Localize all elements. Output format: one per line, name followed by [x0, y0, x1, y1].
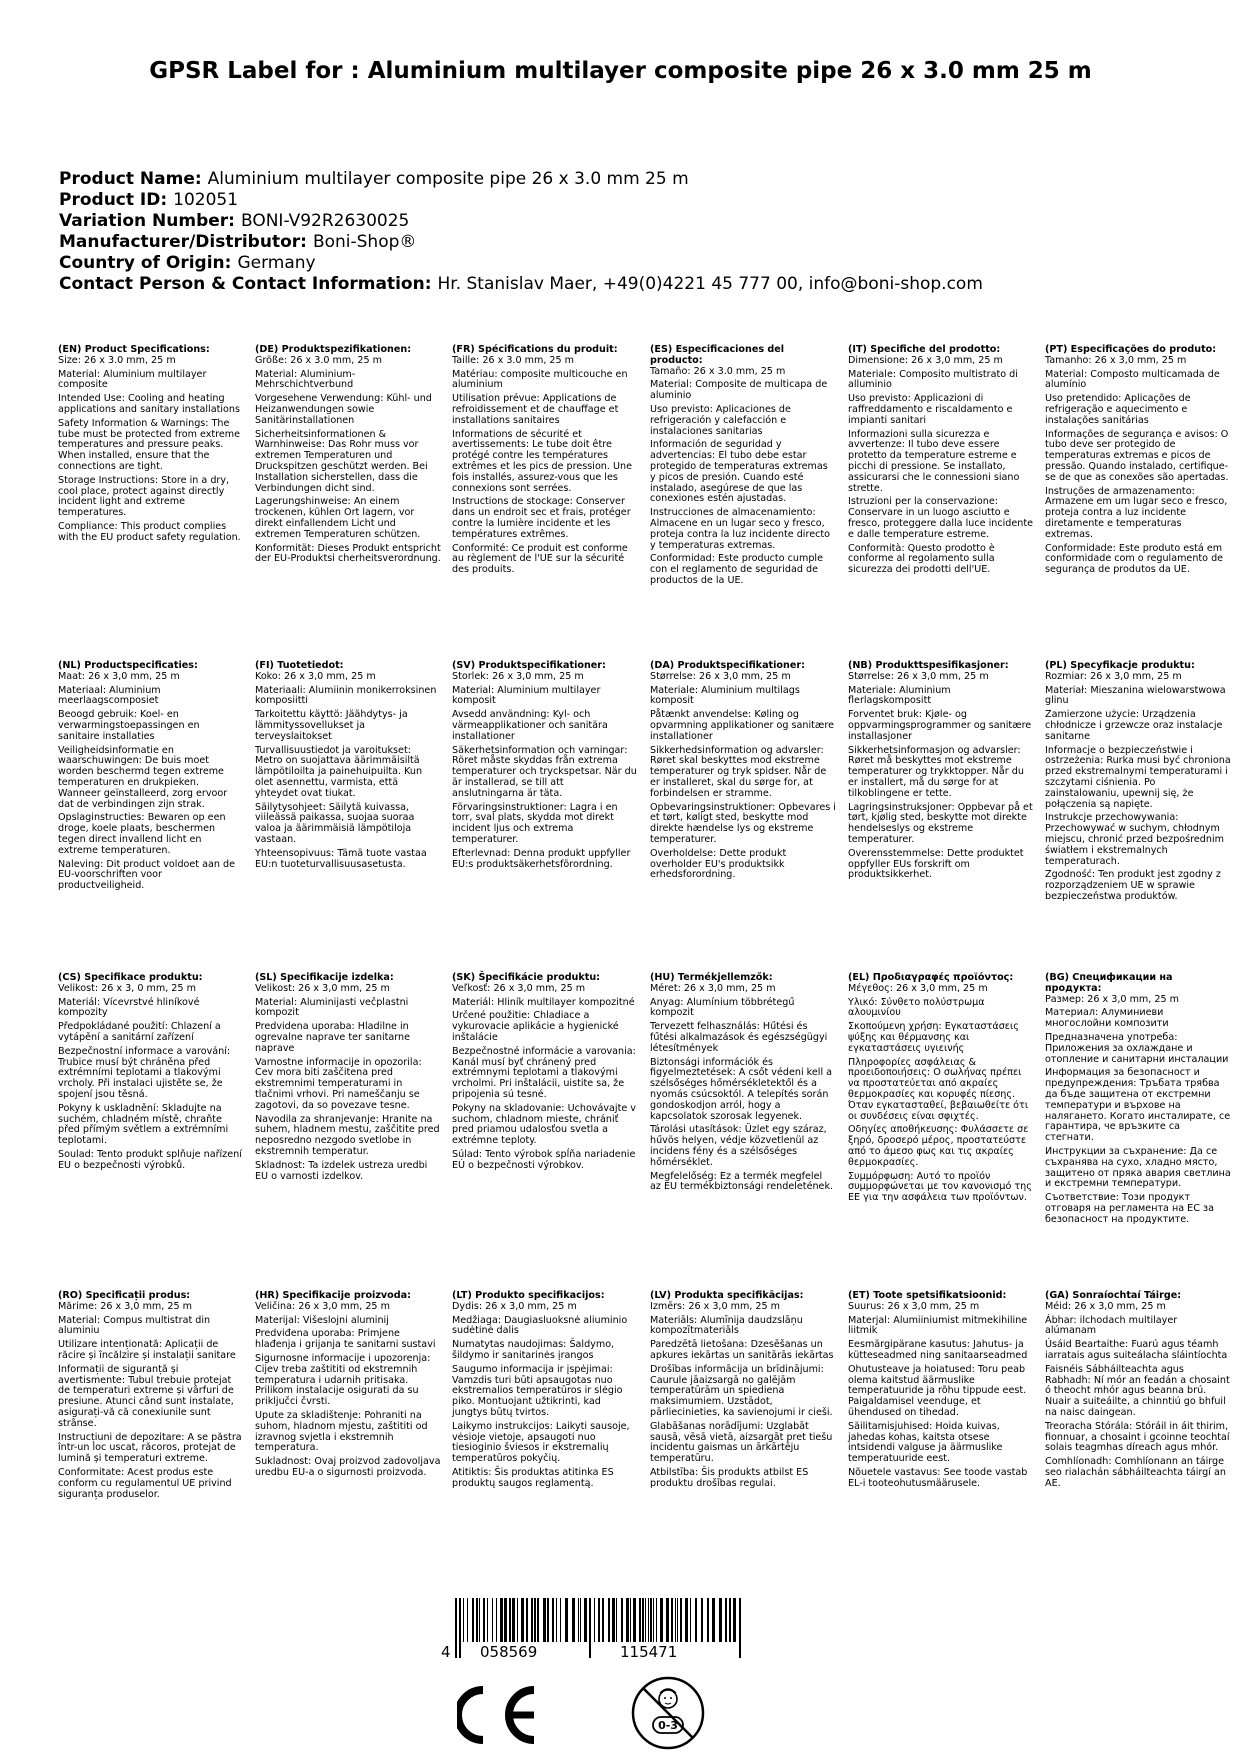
spec-line: Conformité: Ce produit est conforme au règlement de l'UE sur la sécurité des produits.: [452, 542, 628, 576]
barcode-bar: [633, 1598, 636, 1642]
spec-heading: (NB) Produkttspesifikasjoner:: [848, 660, 1009, 671]
barcode-bar: [534, 1598, 536, 1642]
spec-line: Materiál: Vícevrstvé hliníkové kompozity: [58, 996, 200, 1019]
spec-heading: (CS) Specifikace produktu:: [58, 972, 203, 983]
spec-line: Atitiktis: Šis produktas atitinka ES produktų saugos reglamentą.: [452, 1466, 614, 1489]
barcode-bar: [719, 1598, 722, 1642]
spec-line: Información de seguridad y advertencias: El tubo debe estar protegido de temperaturas extremas y picos de presión. Cuando esté instalado, asegúrese de que las conexiones estén ajustadas.: [650, 439, 828, 505]
spec-line: Overholdelse: Dette produkt overholder EU's produktsikk erhedsforordning.: [650, 847, 787, 881]
barcode-bar: [733, 1598, 736, 1642]
spec-line: Biztonsági információk és figyelmeztetések: A csőt védeni kell a szélsőséges hőmérsékletektől és a nyomás csúcsoktól. A telepítés során gondoskodjon arról, hogy a kapcsolatok szorosak legyenek.: [650, 1056, 833, 1122]
spec-line: Numatytas naudojimas: Šaldymo, šildymo ir sanitarinės įrangos: [452, 1339, 615, 1361]
spec-heading: (EN) Product Specifications:: [58, 344, 210, 355]
spec-line: Predvidena uporaba: Hladilne in ogrevalne naprave ter sanitarne naprave: [255, 1021, 411, 1054]
spec-heading: (HR) Specifikacije proizvoda:: [255, 1290, 411, 1301]
spec-line: Istruzioni per la conservazione: Conservare in un luogo asciutto e fresco, proteggere dalla luce incidente e dalle temperature estreme.: [848, 496, 1034, 540]
barcode-bar: [598, 1598, 600, 1642]
product-info: [59, 169, 983, 295]
barcode-bar: [639, 1598, 641, 1642]
barcode-bar: [690, 1598, 691, 1642]
country-of-origin-value: Germany: [237, 253, 316, 273]
spec-line: Matériau: composite multicouche en aluminium: [452, 368, 628, 391]
spec-line: Zgodność: Ten produkt jest zgodny z rozporządzeniem UE w sprawie bezpieczeństwa produktów.: [1045, 869, 1221, 902]
barcode-bar: [492, 1598, 493, 1642]
contact-value: Hr. Stanislav Maer, +49(0)4221 45 777 00, info@boni-shop.com: [437, 274, 983, 294]
spec-line: Sikkerhetsinformasjon og advarsler: Røret må beskyttes mot ekstreme temperaturer og trykktopper. Når du er installert, må du sørge for at tilkoblingene er tette.: [848, 744, 1024, 799]
spec-block: [452, 1291, 638, 1493]
barcode-bar: [616, 1598, 617, 1642]
spec-line: Informații de siguranță și avertismente: Tubul trebuie protejat de temperaturi extreme și vârfuri de presiune. Atunci când sunt instalate, asigurați-vă că conexiunile sunt strânse.: [58, 1363, 234, 1429]
spec-line: Uso previsto: Applicazioni di raffreddamento e riscaldamento e impianti sanitari: [848, 393, 1013, 426]
spec-line: Materijal: Višeslojni aluminij: [255, 1314, 389, 1326]
spec-heading: (LT) Produkto specifikacijos:: [452, 1290, 605, 1301]
spec-block: [58, 973, 244, 1175]
barcode-bar: [675, 1598, 676, 1642]
spec-line: Tamaño: 26 x 3.0 mm, 25 m: [650, 365, 786, 377]
spec-line: Eesmärgipärane kasutus: Jahutus- ja kütteseadmed ning sanitaarseadmed: [848, 1339, 1028, 1361]
spec-line: Lagerungshinweise: An einem trockenen, kühlen Ort lagern, vor direkt einfallendem Licht und extremen Temperaturen schützen.: [255, 496, 421, 540]
spec-line: Materiāls: Alumīnija daudzslāņu kompozītmateriāls: [650, 1314, 803, 1337]
spec-block: [452, 345, 638, 579]
spec-line: Saugumo informacija ir įspėjimai: Vamzdis turi būti apsaugotas nuo ekstremalios temperatūros ir slėgio piko. Montuojant užtikrinti, kad jungtys būtų tvirtos.: [452, 1363, 623, 1418]
barcode-bar: [642, 1598, 644, 1642]
barcode-bar: [552, 1598, 554, 1642]
spec-line: Säilytysohjeet: Säilytä kuivassa, viileässä paikassa, suojaa suoraa valoa ja äärimmäisiä lämpötiloja vastaan.: [255, 801, 415, 845]
spec-line: Materiale: Aluminium flerlagskompositt: [848, 684, 951, 707]
barcode-bar: [509, 1598, 511, 1642]
spec-line: Material: Compus multistrat din aluminiu: [58, 1314, 211, 1337]
spec-line: Bezpečnostné informácie a varovania: Kanál musí byť chránený pred extrémnymi teplotami a tlakovými vrcholmi. Pri inštalácii, uistite sa, že pripojenia sú tesné.: [452, 1045, 636, 1100]
barcode-bar: [496, 1598, 497, 1642]
spec-line: Conformidade: Este produto está em conformidade com o regulamento de segurança de produtos da UE.: [1045, 542, 1224, 576]
barcode-bar: [666, 1598, 669, 1642]
spec-line: Comhlíonadh: Comhlíonann an táirge seo rialachán sábháilteachta táirgí an AE.: [1045, 1456, 1226, 1489]
spec-line: Varnostne informacije in opozorila: Cev mora biti zaščitena pred ekstremnimi temperaturami in tlačnimi vrhovi. Pri nameščanju se zagotovi, da so povezave tesne.: [255, 1056, 422, 1111]
spec-block: [848, 661, 1034, 884]
spec-line: Materiaal: Aluminium meerlaagscomposiet: [58, 684, 161, 707]
spec-line: Compliance: This product complies with the EU product safety regulation.: [58, 520, 241, 543]
spec-line: Súlad: Tento výrobok spĺňa nariadenie EÚ o bezpečnosti výrobkov.: [452, 1148, 636, 1171]
spec-line: Předpokládané použití: Chlazení a vytápění a sanitární zařízení: [58, 1021, 221, 1043]
spec-block: [650, 973, 836, 1196]
spec-block: [58, 661, 244, 895]
barcode-bar: [677, 1598, 678, 1642]
spec-line: Informations de sécurité et avertissements: Le tube doit être protégé contre les températures extrêmes et les pics de pression. Une fois installés, assurez-vous que les connexions sont serrées.: [452, 428, 632, 494]
spec-line: Treoracha Stórála: Stóráil in áit thirim, fionnuar, a chosaint i gcoinne teochtaí solais teagmhas díreach agus mhór.: [1045, 1420, 1230, 1454]
spec-line: Instrukcje przechowywania: Przechowywać w suchym, chłodnym miejscu, chronić przed bezpośrednim światłem i ekstremalnych temperaturach.: [1045, 812, 1224, 867]
barcode-bar: [547, 1598, 549, 1642]
spec-line: Conformitate: Acest produs este conform cu regulamentul UE privind siguranța produselor.: [58, 1466, 232, 1500]
spec-line: Size: 26 x 3.0 mm, 25 m: [58, 354, 176, 366]
barcode-bar: [512, 1598, 515, 1642]
not-for-children-0-3-icon: [630, 1675, 706, 1751]
barcode-digit-first: 4: [441, 1643, 451, 1661]
spec-line: Material: Aluminium multilayer composite: [58, 368, 207, 391]
barcode-bar: [729, 1598, 731, 1642]
spec-line: Sicherheitsinformationen & Warnhinweise: Das Rohr muss vor extremen Temperaturen und Druckspitzen geschützt werden. Bei Installation sicherstellen, dass die Verbindungen dicht sind.: [255, 428, 428, 494]
spec-line: Skladnost: Ta izdelek ustreza uredbi EU o varnosti izdelkov.: [255, 1159, 428, 1182]
spec-heading: (SV) Produktspecifikationer:: [452, 660, 606, 671]
spec-line: Μέγεθος: 26 x 3,0 mm, 25 m: [848, 982, 988, 994]
page-title: GPSR Label for : Aluminium multilayer composite pipe 26 x 3.0 mm 25 m: [149, 58, 1092, 84]
spec-line: Overensstemmelse: Dette produktet oppfyller EUs forskrift om produktsikkerhet.: [848, 847, 1024, 881]
barcode-bar: [707, 1598, 709, 1642]
spec-line: Conformità: Questo prodotto è conforme al regolamento sulla sicurezza dei prodotti dell'UE.: [848, 542, 995, 576]
spec-heading: (PT) Especificações do produto:: [1045, 344, 1217, 355]
spec-heading: (HU) Termékjellemzők:: [650, 972, 773, 983]
spec-line: Påtænkt anvendelse: Køling og opvarmning applikationer og sanitære installationer: [650, 709, 834, 742]
spec-line: Navodila za shranjevanje: Hranite na suhem, hladnem mestu, zaščitite pred neposredno nezgodo svetlobe in ekstremnih temperatur.: [255, 1113, 440, 1157]
age-label: 0-3: [658, 1719, 678, 1732]
barcode-bar: [645, 1598, 646, 1642]
manufacturer-value: Boni-Shop®: [312, 232, 417, 252]
spec-line: Pokyny k uskladnění: Skladujte na suchém, chladném místě, chraňte před přímým světlem a extrémními teplotami.: [58, 1102, 229, 1147]
barcode-bar: [608, 1598, 610, 1642]
variation-number-row: [59, 211, 983, 232]
spec-line: Lagringsinstruksjoner: Oppbevar på et tørt, kjølig sted, beskytte mot direkte hendelseslys og ekstreme temperaturer.: [848, 801, 1033, 845]
spec-line: Säkerhetsinformation och varningar: Röret måste skyddas från extrema temperaturer och tryckspetsar. När du är installerad, se till att anslutningarna är täta.: [452, 744, 637, 799]
spec-line: Velikost: 26 x 3, 0 mm, 25 m: [58, 982, 196, 994]
barcode-bar: [680, 1598, 682, 1642]
spec-heading: (DA) Produktspecifikationer:: [650, 660, 805, 671]
spec-heading: (ES) Especificaciones del producto:: [650, 344, 785, 366]
spec-line: Предназначена употреба: Приложения за охлаждане и отопление и санитарни инсталации: [1045, 1031, 1229, 1065]
product-id-label: Product ID:: [59, 190, 168, 210]
spec-heading: (RO) Specificații produs:: [58, 1290, 191, 1301]
barcode-bar: [565, 1598, 568, 1642]
spec-line: Инструкции за съхранение: Да се съхранява на сухо, хладно място, защитено от пряка авария светлина и екстремни температури.: [1045, 1145, 1231, 1190]
manufacturer-row: [59, 232, 983, 253]
barcode-bar: [517, 1598, 518, 1642]
spec-block: [255, 1291, 441, 1482]
spec-line: Bezpečnostní informace a varování: Trubice musí být chráněna před extrémními teplotami a tlakovými vrcholy. Při instalaci ujistěte se, že spojení jsou těsná.: [58, 1045, 231, 1100]
spec-line: Größe: 26 x 3.0 mm, 25 m: [255, 354, 382, 366]
barcode-bar: [483, 1598, 485, 1642]
spec-heading: (IT) Specifiche del prodotto:: [848, 344, 1001, 355]
spec-line: Taille: 26 x 3.0 mm, 25 m: [452, 354, 575, 366]
barcode-bar: [521, 1598, 524, 1642]
barcode-bar: [621, 1598, 623, 1642]
spec-line: Υλικό: Σύνθετο πολύστρωμα αλουμινίου: [848, 996, 985, 1019]
spec-line: Laikymo instrukcijos: Laikyti sausoje, vėsioje vietoje, apsaugoti nuo tiesioginio šviesos ir ekstremalių temperatūros pokyčių.: [452, 1420, 630, 1465]
spec-heading: (SL) Specifikacije izdelka:: [255, 972, 394, 983]
spec-line: Instructions de stockage: Conserver dans un endroit sec et frais, protéger contre la lumière incidente et les températures extrêmes.: [452, 496, 631, 540]
spec-line: Συμμόρφωση: Αυτό το προϊόν συμμορφώνεται με τον κανονισμό της ΕΕ για την ασφάλεια των προϊόντων.: [848, 1170, 1032, 1204]
product-name-label: Product Name:: [59, 169, 202, 189]
spec-line: Drošības informācija un brīdinājumi: Caurule jāaizsargā no galējām temperatūrām un spiediena maksimumiem. Uzstādot, pārliecinieties, ka savienojumi ir cieši.: [650, 1363, 833, 1418]
barcode-bar: [626, 1598, 629, 1642]
barcode-digit-group-2: 115471: [620, 1643, 678, 1661]
spec-block: [58, 345, 244, 547]
barcode-bar: [463, 1598, 464, 1642]
spec-heading: (FR) Spécifications du produit:: [452, 344, 618, 355]
barcode-bar: [560, 1598, 561, 1642]
spec-block: [58, 1291, 244, 1503]
country-of-origin-row: [59, 253, 983, 274]
barcode-bar: [712, 1598, 715, 1642]
spec-block: [1045, 1291, 1231, 1493]
spec-line: Instrucciones de almacenamiento: Almacene en un lugar seco y fresco, proteja contra la luz incidente directo y temperaturas extremas.: [650, 507, 831, 551]
spec-line: Rozmiar: 26 x 3,0 mm, 25 m: [1045, 670, 1182, 682]
spec-heading: (BG) Спецификации на продукта:: [1045, 972, 1173, 994]
spec-line: Uso pretendido: Aplicações de refrigeração e aquecimento e instalações sanitárias: [1045, 393, 1191, 426]
spec-line: Informazioni sulla sicurezza e avvertenze: Il tubo deve essere protetto da temperature estreme e picchi di pressione. Se installato, assicurarsi che le connessioni siano strette.: [848, 428, 1020, 494]
spec-line: Pokyny na skladovanie: Uchovávajte v suchom, chladnom mieste, chrániť pred priamou udalosťou svetla a extrémne teploty.: [452, 1102, 636, 1147]
spec-line: Instrucțiuni de depozitare: A se păstra într-un loc uscat, răcoros, protejat de lumină și temperaturi extreme.: [58, 1431, 242, 1465]
barcode-bar: [526, 1598, 528, 1642]
spec-line: Turvallisuustiedot ja varoitukset: Metro on suojattava äärimmäisiltä lämpötiloilta ja painehuipuilta. Kun olet asennettu, varmista, että yhteydet ovat tiukat.: [255, 744, 423, 799]
spec-line: Suurus: 26 x 3,0 mm, 25 m: [848, 1300, 980, 1312]
barcode-bar: [537, 1598, 539, 1642]
spec-line: Förvaringsinstruktioner: Lagra i en torr, sval plats, skydda mot direkt incident ljus och extrema temperaturer.: [452, 801, 618, 845]
barcode-bar: [531, 1598, 533, 1642]
spec-line: Utilisation prévue: Applications de refroidissement et de chauffage et installations sanitaires: [452, 393, 619, 426]
spec-line: Οδηγίες αποθήκευσης: Φυλάσσετε σε ξηρό, δροσερό μέρος, προστατεύστε από το άμεσο φως και τις ακραίες θερμοκρασίες.: [848, 1124, 1029, 1168]
spec-heading: (EL) Προδιαγραφές προϊόντος:: [848, 972, 1014, 983]
spec-block: [452, 661, 638, 873]
spec-block: [255, 973, 441, 1185]
contact-label: Contact Person & Contact Information:: [59, 274, 432, 294]
spec-line: Σκοπούμενη χρήση: Εγκαταστάσεις ψύξης και θέρμανσης και εγκαταστάσεις υγιεινής: [848, 1021, 1019, 1054]
barcode-bar: [660, 1598, 663, 1642]
barcode-bar: [479, 1598, 480, 1642]
barcode-bar: [580, 1598, 581, 1642]
spec-line: Yhteensopivuus: Tämä tuote vastaa EU:n tuoteturvallisuusasetusta.: [255, 847, 427, 870]
spec-line: Faisnéis Sábháilteachta agus Rabhadh: Ní mór an feadán a chosaint ó theocht mhór agus beanna brú. Nuair a suiteáilte, a chinntiú go bhfuil na naisc daingean.: [1045, 1363, 1230, 1418]
barcode-bar: [487, 1598, 488, 1642]
spec-line: Avsedd användning: Kyl- och värmeapplikationer och sanitära installationer: [452, 709, 608, 742]
barcode-bar: [500, 1598, 503, 1642]
spec-block: [650, 661, 836, 884]
spec-line: Forventet bruk: Kjøle- og oppvarmingsprogrammer og sanitære installasjoner: [848, 709, 1032, 742]
spec-line: Opbevaringsinstruktioner: Opbevares i et tørt, køligt sted, beskytte mod direkte hændelse lys og ekstreme temperaturer.: [650, 801, 836, 845]
spec-block: [650, 345, 836, 590]
spec-line: Materiaali: Alumiinin monikerroksinen komposiitti: [255, 684, 437, 707]
barcode-bar: [584, 1598, 587, 1642]
spec-line: Материал: Алуминиеви многослойни композити: [1045, 1007, 1169, 1030]
barcode-bar: [455, 1598, 457, 1658]
spec-line: Naleving: Dit product voldoet aan de EU-voorschriften voor productveiligheid.: [58, 858, 235, 892]
spec-line: Upute za skladištenje: Pohraniti na suhom, hladnom mjestu, zaštititi od izravnog svjetla i ekstremnih temperatura.: [255, 1409, 428, 1454]
barcode-bar: [648, 1598, 649, 1642]
spec-line: Tárolási utasítások: Üzlet egy száraz, hűvös helyen, védje közvetlenül az incidens fény és a szélsőséges hőmérséklet.: [650, 1124, 827, 1168]
barcode-bar: [602, 1598, 604, 1642]
manufacturer-label: Manufacturer/Distributor:: [59, 232, 307, 252]
spec-block: [848, 973, 1034, 1207]
spec-line: Nõuetele vastavus: See toode vastab EL-i tooteohutusmäärusele.: [848, 1466, 1028, 1489]
spec-line: Glabāšanas norādījumi: Uzglabāt sausā, vēsā vietā, aizsargāt pret tiešu incidentu gaismas un ārkārtēju temperatūru.: [650, 1420, 833, 1465]
spec-line: Storlek: 26 x 3,0 mm, 25 m: [452, 670, 584, 682]
spec-line: Vorgesehene Verwendung: Kühl- und Heizanwendungen sowie Sanitärinstallationen: [255, 393, 432, 426]
spec-heading: (PL) Specyfikacje produktu:: [1045, 660, 1195, 671]
spec-line: Soulad: Tento produkt splňuje nařízení EU o bezpečnosti výrobků.: [58, 1148, 242, 1171]
barcode-bar: [671, 1598, 673, 1642]
spec-heading: (GA) Sonraíochtaí Táirge:: [1045, 1290, 1182, 1301]
spec-line: Dimensione: 26 x 3,0 mm, 25 m: [848, 354, 1003, 366]
barcode-bar: [656, 1598, 657, 1642]
spec-line: Πληροφορίες ασφάλειας & προειδοποιήσεις: Ο σωλήνας πρέπει να προστατεύεται από ακραίες θερμοκρασίες και κορυφές πίεσης. Όταν εγκατασταθεί, βεβαιωθείτε ότι οι συνδέσεις είναι σφιχτές.: [848, 1056, 1029, 1122]
spec-heading: (DE) Produktspezifikationen:: [255, 344, 412, 355]
product-name-row: [59, 169, 983, 190]
spec-line: Conformidad: Este producto cumple con el reglamento de seguridad de productos de la UE.: [650, 553, 823, 586]
barcode-bar: [476, 1598, 478, 1642]
barcode-bar: [739, 1598, 741, 1658]
spec-line: Efterlevnad: Denna produkt uppfyller EU:s produktsäkerhetsförordning.: [452, 847, 631, 870]
spec-line: Maat: 26 x 3,0 mm, 25 m: [58, 670, 180, 682]
variation-number-value: BONI-V92R2630025: [240, 211, 410, 231]
contact-row: [59, 274, 983, 295]
spec-line: Ábhar: ilchodach multilayer alúmanam: [1045, 1314, 1178, 1337]
spec-line: Sikkerhedsinformation og advarsler: Røret skal beskyttes mod ekstreme temperaturer og tryk spidser. Når de er installeret, skal du sørge for, at forbindelsen er stramme.: [650, 744, 827, 799]
spec-line: Mărime: 26 x 3,0 mm, 25 m: [58, 1300, 192, 1312]
barcode-bar: [504, 1598, 507, 1642]
spec-block: [255, 661, 441, 873]
barcode-bar: [578, 1598, 579, 1642]
spec-line: Atbilstība: Šis produkts atbilst ES produktu drošības regulai.: [650, 1466, 809, 1489]
barcode-bar: [543, 1598, 546, 1642]
spec-line: Materjal: Alumiiniumist mitmekihiline liitmik: [848, 1314, 1028, 1337]
spec-line: Opslaginstructies: Bewaren op een droge, koele plaats, beschermen tegen direct invallend licht en extreme temperaturen.: [58, 812, 226, 856]
spec-line: Størrelse: 26 x 3,0 mm, 25 m: [848, 670, 989, 682]
barcode-bar: [695, 1598, 697, 1642]
spec-block: [848, 345, 1034, 579]
spec-block: [650, 1291, 836, 1493]
spec-line: Säilitamisjuhised: Hoida kuivas, jahedas kohas, kaitsta otsese intsidendi valguse ja äärmuslike temperatuuride eest.: [848, 1420, 1003, 1465]
spec-line: Utilizare intenționată: Aplicații de răcire și încălzire și instalații sanitare: [58, 1339, 236, 1361]
barcode-bar: [472, 1598, 474, 1642]
spec-line: Material: Aluminium multilayer komposit: [452, 684, 601, 707]
variation-number-label: Variation Number:: [59, 211, 235, 231]
spec-line: Информация за безопасност и предупреждения: Тръбата трябва да бъде защитена от екстремни температури и върхове на налягането. Когато инсталирате, се гарантира, че връзките са стегнати.: [1045, 1067, 1231, 1144]
spec-line: Beoogd gebruik: Koel- en verwarmingstoepassingen en sanitaire installaties: [58, 709, 200, 742]
spec-block: [1045, 661, 1231, 906]
spec-line: Veličina: 26 x 3,0 mm, 25 m: [255, 1300, 390, 1312]
spec-line: Úsáid Beartaithe: Fuarú agus téamh iarratais agus suiteálacha sláintíochta: [1045, 1339, 1228, 1361]
spec-line: Veľkosť: 26 x 3,0 mm, 25 m: [452, 982, 586, 994]
spec-line: Størrelse: 26 x 3,0 mm, 25 m: [650, 670, 791, 682]
spec-heading: (ET) Toote spetsifikatsioonid:: [848, 1290, 1007, 1301]
spec-line: Uso previsto: Aplicaciones de refrigeración y calefacción e instalaciones sanitarias: [650, 403, 791, 437]
spec-line: Instruções de armazenamento: Armazene em um lugar seco e fresco, proteja contra a luz incidente diretamente e temperaturas extremas.: [1045, 485, 1228, 540]
spec-block: [1045, 973, 1231, 1229]
spec-line: Material: Composite de multicapa de aluminio: [650, 379, 828, 402]
spec-line: Medžiaga: Daugiasluoksnė aliuminio sudėtinė dalis: [452, 1314, 628, 1337]
spec-line: Tamanho: 26 x 3,0 mm, 25 m: [1045, 354, 1187, 366]
spec-line: Predviđena uporaba: Primjene hlađenja i grijanja te sanitarni sustavi: [255, 1328, 436, 1351]
spec-heading: (LV) Produkta specifikācijas:: [650, 1290, 804, 1301]
spec-line: Размер: 26 x 3,0 mm, 25 m: [1045, 993, 1179, 1005]
barcode-bar: [612, 1598, 615, 1642]
spec-line: Material: Aluminijasti večplastni kompozit: [255, 996, 409, 1019]
spec-block: [255, 345, 441, 568]
spec-heading: (NL) Productspecificaties:: [58, 660, 198, 671]
barcode-bar: [701, 1598, 703, 1642]
barcode-bar: [594, 1598, 595, 1642]
barcode-bar: [653, 1598, 654, 1642]
spec-line: Material: Composto multicamada de alumínio: [1045, 368, 1220, 391]
spec-block: [452, 973, 638, 1175]
spec-line: Zamierzone użycie: Urządzenia chłodnicze i grzewcze oraz instalacje sanitarne: [1045, 709, 1223, 742]
barcode-bar: [467, 1598, 468, 1642]
barcode-bar: [556, 1598, 557, 1642]
spec-line: Storage Instructions: Store in a dry, cool place, protect against directly incident light and extreme temperatures.: [58, 474, 230, 519]
spec-block: [1045, 345, 1231, 579]
product-id-value: 102051: [173, 190, 239, 210]
country-of-origin-label: Country of Origin:: [59, 253, 232, 273]
spec-line: Paredzētā lietošana: Dzesēšanas un apkures iekārtas un sanitārās iekārtas: [650, 1339, 834, 1361]
barcode-bar: [630, 1598, 631, 1642]
spec-line: Méret: 26 x 3,0 mm, 25 m: [650, 982, 776, 994]
spec-line: Materiale: Composito multistrato di alluminio: [848, 368, 1018, 391]
product-id-row: [59, 190, 983, 211]
spec-line: Velikost: 26 x 3,0 mm, 25 m: [255, 982, 390, 994]
spec-line: Anyag: Alumínium többrétegű kompozit: [650, 996, 795, 1019]
spec-block: [848, 1291, 1034, 1493]
spec-line: Megfelelőség: Ez a termék megfelel az EU termékbiztonsági rendeletének.: [650, 1170, 834, 1193]
spec-line: Izmērs: 26 x 3,0 mm, 25 m: [650, 1300, 781, 1312]
barcode-bar: [725, 1598, 727, 1642]
spec-line: Veiligheidsinformatie en waarschuwingen: De buis moet worden beschermd tegen extreme temperaturen en drukpieken. Wanneer geïnstalleerd, zorg ervoor dat de verbindingen zijn strak.: [58, 744, 228, 810]
spec-line: Safety Information & Warnings: The tube must be protected from extreme temperatures and pressure peaks. When installed, ensure that the connections are tight.: [58, 417, 241, 472]
product-name-value: Aluminium multilayer composite pipe 26 x 3.0 mm 25 m: [207, 169, 689, 189]
barcode-bar: [572, 1598, 575, 1642]
spec-line: Sigurnosne informacije i upozorenja: Cijev treba zaštititi od ekstremnih temperatura i udarnih pritisaka. Prilikom instalacije osigurati da su priključci čvrsti.: [255, 1352, 431, 1408]
spec-line: Tervezett felhasználás: Hűtési és fűtési alkalmazások és egészségügyi létesítmények: [650, 1021, 828, 1054]
spec-line: Съответствие: Този продукт отговаря на регламента на ЕС за безопасност на продуктите.: [1045, 1192, 1214, 1225]
spec-line: Informações de segurança e avisos: O tubo deve ser protegido de temperaturas extremas e picos de pressão. Quando instalado, certifique-se de que as conexões são apertadas.: [1045, 428, 1229, 483]
spec-line: Informacje o bezpieczeństwie i ostrzeżenia: Rurka musi być chroniona przed ekstremalnymi temperaturami i szczytami ciśnienia. Po zainstalowaniu, upewnij się, że połączenia są napięte.: [1045, 744, 1231, 810]
barcode-bar: [459, 1598, 461, 1658]
spec-heading: (FI) Tuotetiedot:: [255, 660, 344, 671]
spec-heading: (SK) Špecifikácie produktu:: [452, 972, 601, 983]
barcode-bar: [685, 1598, 688, 1642]
spec-line: Intended Use: Cooling and heating applications and sanitary installations: [58, 393, 240, 415]
spec-line: Konformität: Dieses Produkt entspricht der EU-Produktsi cherheitsverordnung.: [255, 542, 441, 565]
spec-line: Dydis: 26 x 3,0 mm, 25 m: [452, 1300, 577, 1312]
spec-line: Tarkoitettu käyttö: Jäähdytys- ja lämmityssovellukset ja terveyslaitokset: [255, 709, 408, 742]
spec-line: Materiale: Aluminium multilags komposit: [650, 684, 800, 707]
barcode-bar: [589, 1598, 591, 1658]
ce-mark-icon: [457, 1686, 541, 1744]
spec-line: Materiál: Hliník multilayer kompozitné: [452, 996, 635, 1008]
spec-line: Méid: 26 x 3,0 mm, 25 m: [1045, 1300, 1166, 1312]
barcode-bar: [650, 1598, 652, 1642]
spec-line: Určené použitie: Chladiace a vykurovacie aplikácie a hygienické inštalácie: [452, 1010, 619, 1043]
barcode-digit-group-1: 058569: [480, 1643, 538, 1661]
spec-line: Sukladnost: Ovaj proizvod zadovoljava uredbu EU-a o sigurnosti proizvoda.: [255, 1456, 441, 1478]
spec-line: Koko: 26 x 3,0 mm, 25 m: [255, 670, 376, 682]
spec-line: Materiał: Mieszanina wielowarstwowa glinu: [1045, 684, 1226, 707]
spec-line: Material: Aluminium-Mehrschichtverbund: [255, 368, 356, 391]
spec-line: Ohutusteave ja hoiatused: Toru peab olema kaitstud äärmuslike temperatuuride ja rõhu tippude eest. Paigaldamisel veenduge, et ühendused on tihedad.: [848, 1363, 1027, 1418]
